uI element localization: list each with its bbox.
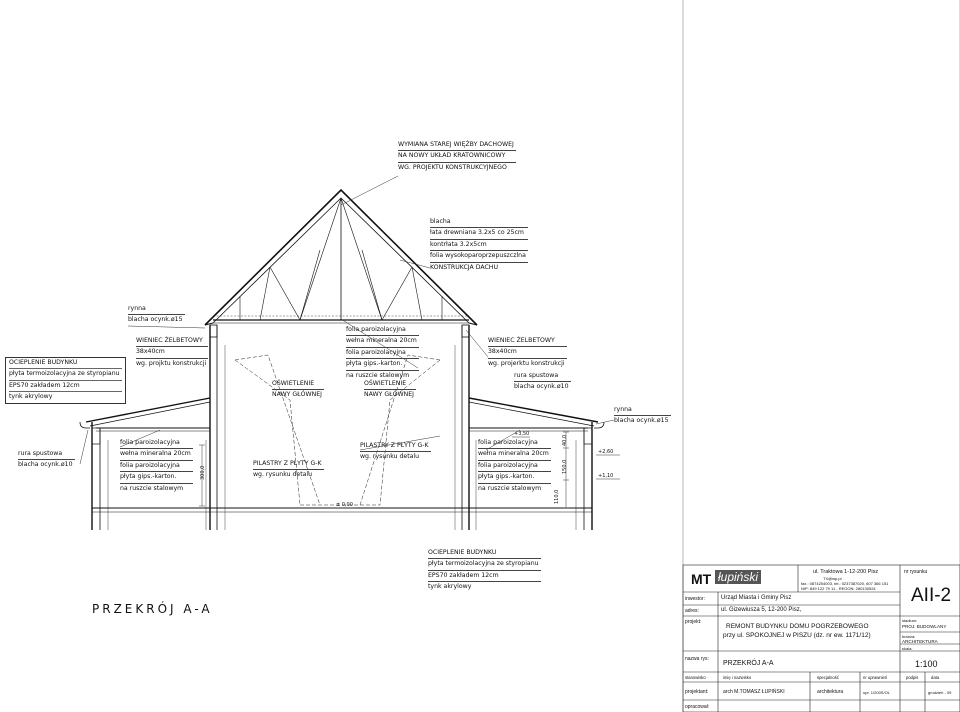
drawing-title: PRZEKRÓJ A-A: [92, 602, 213, 616]
project-line-1: REMONT BUDYNKU DOMU POGRZEBOWEGO: [726, 623, 869, 630]
sheet-name-label: nazwa rys:: [685, 656, 709, 662]
label-line: wełna mineralna 20cm: [120, 449, 193, 460]
label-line: wg. projerktu konstrukcji: [488, 359, 565, 367]
label-lighting-right: [364, 379, 416, 401]
label-line: folia wysokoparoprzepuszczlna: [430, 251, 528, 262]
address: ul. Gizewiusza 5, 12-200 Pisz,: [721, 607, 802, 613]
label-line: wg. rysunku detalu: [360, 453, 420, 461]
label-line: WG. PROJEKTU KONSTRUKCYJNEGO: [398, 163, 507, 171]
project-line-2: przy ul. SPOKOJNEJ w PISZU (dz. nr ew. 1171/12): [723, 632, 871, 639]
label-line: wg. projktu konstrukcji: [136, 359, 207, 367]
label-line: blacha ocynk.ø15: [128, 316, 183, 324]
label-insulation-left: [5, 357, 126, 404]
title-block: [683, 565, 960, 712]
label-line: OCIEPLENIE BUDYNKU: [9, 358, 122, 369]
stage-label: stadium:: [902, 618, 918, 623]
office-address-4: NIP: 849 122 79 11 - REGON: 280130524: [801, 586, 876, 591]
label-line: 38x40cm: [136, 347, 208, 358]
label-line: folia paroizolacyjna: [120, 461, 193, 472]
label-downpipe-right: [514, 371, 571, 393]
label-line: płyta gips.-karton.: [120, 472, 193, 483]
stage: PROJ. BUDOWLANY: [902, 624, 947, 629]
label-line: blacha ocynk.ø10: [18, 461, 73, 469]
label-line: folia paroizolacyjna: [346, 348, 419, 359]
label-line: rura spustowa: [514, 371, 571, 382]
label-line: OCIEPLENIE BUDYNKU: [428, 548, 541, 559]
project-label: projekt:: [685, 619, 702, 625]
floor-slab: [92, 508, 592, 512]
office-address-3: fax.: 0874254003, tel.: 0237387020, 607 366 151: [801, 581, 889, 586]
label-line: NA NOWY UKŁAD KRATOWNICOWY: [398, 151, 516, 162]
label-line: blacha ocynk.ø15: [614, 417, 669, 425]
col-license: nr uprawnień: [863, 675, 888, 680]
logo-mt: MT: [691, 571, 712, 587]
label-line: WIENIEC ŻELBETOWY: [488, 336, 567, 347]
main-walls: [210, 325, 469, 530]
label-line: rynna: [128, 304, 185, 315]
label-ring-beam-left: [136, 336, 208, 369]
label-line: folia paroizolacyjna: [346, 325, 419, 336]
designer-date: grudzień - 09: [928, 690, 952, 695]
label-line: wełna mineralna 20cm: [346, 336, 419, 347]
label-line: PILASTRY Z PŁYTY G-K: [253, 459, 324, 470]
label-roof-layers: [430, 217, 528, 273]
drawing-no: AII-2: [911, 585, 952, 606]
label-line: tynk akrylowy: [428, 583, 472, 591]
label-line: wg. rysunku detalu: [253, 471, 313, 479]
scale: 1:100: [915, 659, 938, 669]
label-line: folia paroizolacyjna: [120, 438, 193, 449]
label-line: PILASTRY Z PŁYTY G-K: [360, 441, 431, 452]
label-downpipe-left: [18, 449, 75, 471]
label-ceiling-left-wing: [120, 438, 193, 494]
sheet-name: PRZEKRÓJ A-A: [723, 660, 774, 667]
col-position: stanowisko: [685, 675, 706, 680]
dim-level-top: +3,50: [514, 431, 530, 437]
label-line: płyta gips.-karton.: [346, 359, 419, 370]
office-address-1: ul. Traktowa 1-12-200 Pisz: [813, 569, 879, 575]
label-line: płyta termoizolacyjna ze styropianu: [9, 369, 122, 380]
label-ceiling-center: [346, 325, 419, 381]
label-line: folia paroizolacyjna: [478, 461, 551, 472]
dim-110: 110,0: [554, 489, 560, 504]
label-line: na ruszcie stalowym: [478, 484, 542, 492]
branch: ARCHITEKTURA: [902, 639, 938, 644]
dim-floor-level: ± 0,00: [336, 502, 353, 508]
office-address-2: TX@wp.pl: [823, 576, 842, 581]
label-line: NAWY GŁÓWNEJ: [272, 391, 323, 399]
label-line: rura spustowa: [18, 449, 75, 460]
col-specialty: specjalność: [817, 675, 839, 680]
designer-specialty: architektura: [817, 689, 844, 695]
label-line: EPS70 zakładem 12cm: [428, 571, 541, 582]
label-line: OŚWIETLENIE: [272, 379, 324, 390]
scale-label: skala:: [902, 646, 913, 651]
label-roof-truss: [398, 140, 516, 173]
designer-label: projektant:: [685, 689, 709, 695]
label-line: WIENIEC ŻELBETOWY: [136, 336, 208, 347]
label-lighting-left: [272, 379, 324, 401]
label-line: blacha ocynk.ø10: [514, 383, 569, 391]
label-ring-beam-right: [488, 336, 567, 369]
investor-label: inwestor:: [685, 596, 706, 602]
label-line: WYMIANA STAREJ WIĘŹBY DACHOWEJ: [398, 140, 516, 151]
designer-license: upr. 1/200S/OL: [863, 690, 890, 695]
label-line: płyta termoizolacyjna ze styropianu: [428, 559, 541, 570]
label-line: na ruszcie stalowym: [120, 484, 184, 492]
label-pilaster-left: [253, 459, 324, 481]
label-line: na ruszcie stalowym: [346, 371, 410, 379]
designer-name: arch M.TOMASZ ŁUPIŃSKI: [723, 689, 785, 695]
label-line: folia paroizolacyjna: [478, 438, 551, 449]
col-name: imię i nazwisko: [723, 675, 752, 680]
drawing-no-label: nr rysunku: [904, 569, 928, 575]
dim-40: 40,0: [562, 434, 568, 446]
label-line: NAWY GŁÓWNEJ: [364, 391, 415, 399]
label-line: KONSTRUKCJA DACHU: [430, 263, 498, 271]
label-line: OŚWIETLENIE: [364, 379, 416, 390]
logo-name: łupiński: [715, 570, 761, 584]
label-line: blacha: [430, 217, 528, 228]
investor: Urząd Miasta i Gminy Pisz: [721, 595, 792, 601]
dim-150: 150,0: [562, 459, 568, 474]
label-line: płyta gips.-karton.: [478, 472, 551, 483]
label-insulation-bottom: [428, 548, 541, 593]
label-line: rynna: [614, 405, 671, 416]
label-line: łata drewniana 3.2x5 co 25cm: [430, 228, 528, 239]
label-line: kontrłata 3.2x5cm: [430, 240, 528, 251]
label-pilaster-right: [360, 441, 431, 463]
dim-left-height: 300,0: [200, 465, 206, 480]
label-line: tynk akrylowy: [9, 393, 53, 401]
col-date: data: [931, 675, 940, 680]
label-line: wełna mineralna 20cm: [478, 449, 551, 460]
label-line: 38x40cm: [488, 347, 567, 358]
checker-label: opracował:: [685, 704, 710, 710]
dim-level-low: +1,10: [598, 473, 614, 479]
label-line: EPS70 zakładem 12cm: [9, 381, 122, 392]
label-ceiling-right-wing: [478, 438, 551, 494]
dim-level-mid: +2,60: [598, 449, 614, 455]
branch-label: branża:: [902, 634, 916, 639]
label-gutter-right: [614, 405, 671, 427]
col-signature: podpis: [906, 675, 919, 680]
label-gutter-left: [128, 304, 185, 326]
address-label: adres:: [685, 608, 699, 614]
